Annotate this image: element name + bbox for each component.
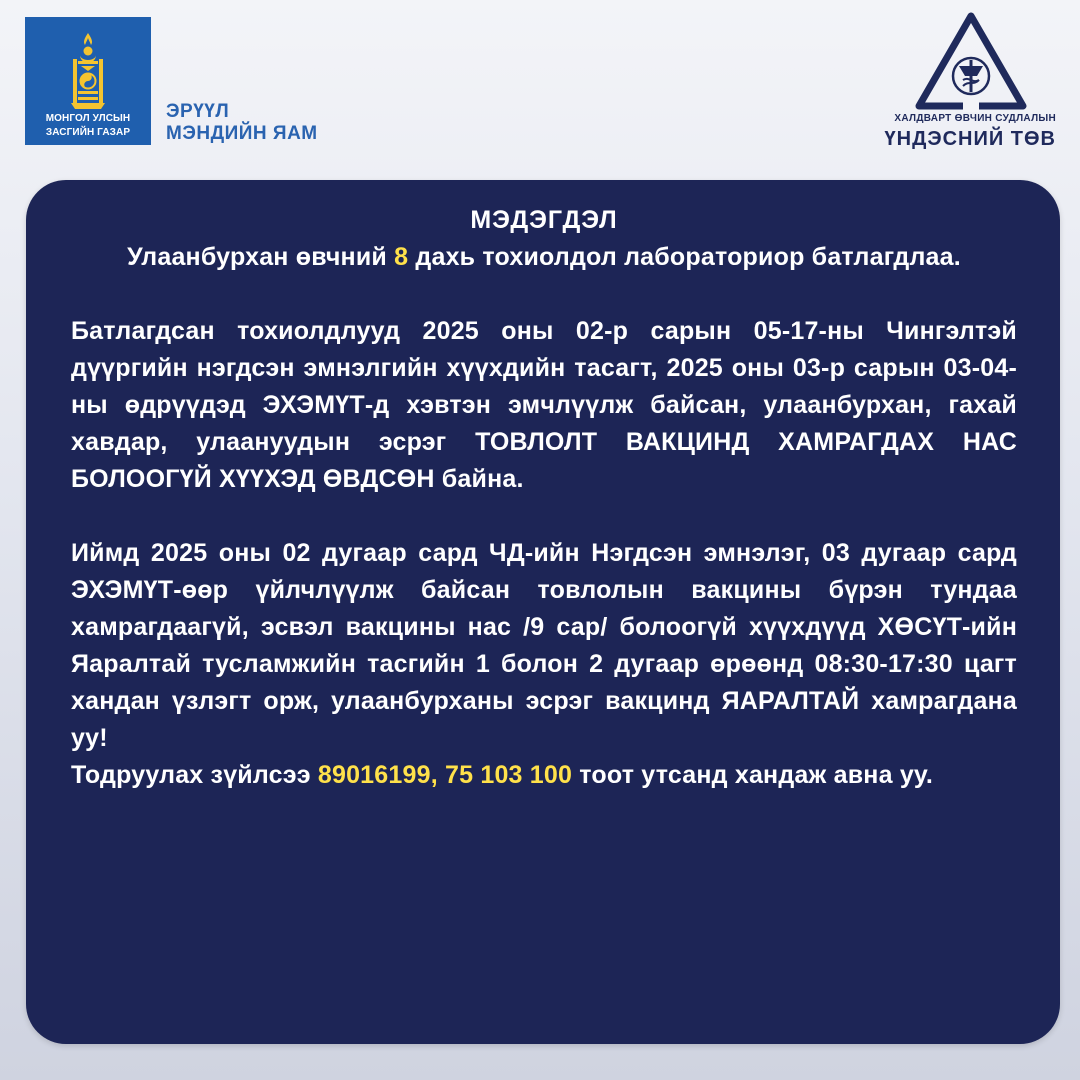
soyombo-emblem-icon [65,31,111,111]
ncid-logo-icon [911,10,1031,115]
contact-text-after: тоот утсанд хандаж авна уу. [572,761,933,789]
gov-logo-line2: ЗАСГИЙН ГАЗАР [45,127,131,138]
notice-title: МЭДЭГДЭЛ [470,206,618,234]
contact-text-before: Тодруулах зүйлсээ [71,761,318,789]
spacer [71,276,1017,313]
notice-panel [26,180,1060,1044]
spacer [71,498,1017,535]
gov-logo-line1: МОНГОЛ УЛСЫН [45,113,131,124]
headline-text-before: Улаанбурхан өвчний [127,243,395,271]
case-number: 8 [394,243,409,271]
center-name-line2: ҮНДЭСНИЙ ТӨВ [884,128,1056,150]
contact-paragraph [71,757,1017,794]
notice-headline [71,239,1017,276]
ministry-name [166,101,318,145]
government-logo [25,17,151,145]
ministry-name-line2: МЭНДИЙН ЯАМ [166,123,318,144]
ministry-name-line1: ЭРҮҮЛ [166,101,230,122]
vaccination-call-paragraph: Иймд 2025 оны 02 дугаар сард ЧД-ийн Нэгдсэн эмнэлэг, 03 дугаар сард ЭХЭМҮТ-өөр үйлчлүүлж байсан товлолын вакцины бүрэн тундаа хамрагдаагүй, эсвэл вакцины нас /9 сар/ болоогүй хүүхдүүд ХӨСҮТ-ийн Яаралтай тусламжийн тасгийн 1 болон 2 дугаар өрөөнд 08:30-17:30 цагт хандан үзлэгт орж, улаанбурханы эсрэг вакцинд ЯАРАЛТАЙ хамрагдана уу! [71,539,1017,752]
center-name-line1: ХАЛДВАРТ ӨВЧИН СУДЛАЛЫН [894,113,1056,124]
contact-phone-numbers: 89016199, 75 103 100 [317,761,573,789]
notice-body [71,202,1017,794]
confirmed-cases-paragraph: Батлагдсан тохиолдлууд 2025 оны 02-р сарын 05-17-ны Чингэлтэй дүүргийн нэгдсэн эмнэлгийн хүүхдийн тасагт, 2025 оны 03-р сарын 03-04-ны өдрүүдэд ЭХЭМҮТ-д хэвтэн эмчлүүлж байсан, улаанбурхан, гахай хавдар, улаануудын эсрэг ТОВЛОЛТ ВАКЦИНД ХАМРАГДАХ НАС БОЛООГҮЙ ХҮҮХЭД ӨВДСӨН байна. [71,317,1017,493]
headline-text-after: дахь тохиолдол лабораториор батлагдлаа. [408,243,961,271]
